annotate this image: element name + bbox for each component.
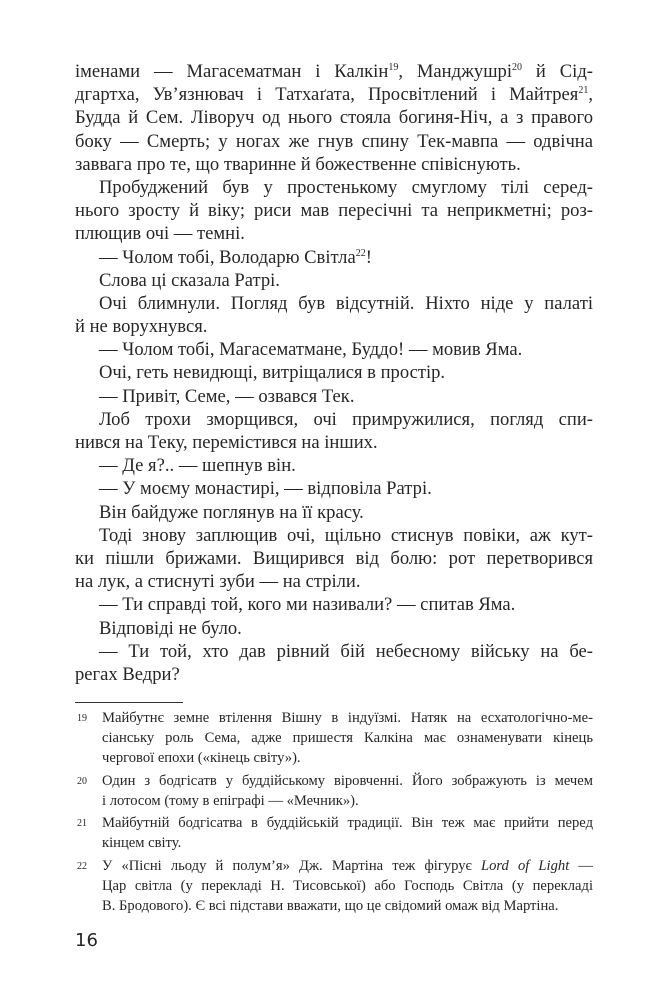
text-segment: кінцем світу. <box>102 835 182 851</box>
text-line <box>75 130 593 153</box>
text-segment: боку — Смерть; у ногах же гнув спину Тек-мавпа — одвічна <box>75 130 593 152</box>
text-segment: Будда й Сем. Ліворуч од нього стояла богиня-Ніч, а з правого <box>75 107 593 129</box>
footnote-separator <box>75 702 183 703</box>
text-segment: чергової епохи («кінець світу»). <box>102 750 301 766</box>
text-segment: й Сід- <box>522 61 593 82</box>
footnote-number: 19 <box>77 713 87 724</box>
text-segment: Він байдуже поглянув на її красу. <box>99 501 364 523</box>
paragraph <box>75 593 593 616</box>
text-line <box>75 385 593 408</box>
text-segment: — Чолом тобі, Володарю Світла <box>99 246 356 268</box>
text-line <box>75 153 593 176</box>
text-segment: Один з бодгісатв у буддійському віровченні. Його зображують із мечем <box>102 772 593 789</box>
text-line <box>75 477 593 500</box>
text-line <box>75 176 593 199</box>
footnote-ref: 21 <box>578 85 589 96</box>
paragraph <box>75 477 593 500</box>
text-segment: Майбутній бодгісатва в буддійській традиції. Він теж має прийти перед <box>102 815 593 831</box>
text-segment: У «Пісні льоду й полум’я» Дж. Мартіна теж фігурує <box>102 857 481 874</box>
text-segment: — Чолом тобі, Магасематмане, Буддо! — мовив Яма. <box>99 339 523 361</box>
page-number: 16 <box>75 930 98 951</box>
text-segment: регах Ведри? <box>75 663 180 685</box>
paragraph <box>75 454 593 477</box>
text-segment: — <box>569 857 593 874</box>
text-segment: Цар світла (у перекладі Н. Тисовської) або Господь Світла (у перекладі <box>102 877 593 894</box>
paragraph <box>75 361 593 384</box>
main-text <box>75 60 593 686</box>
footnote-ref: 20 <box>512 61 522 73</box>
text-line <box>75 315 593 338</box>
text-line <box>102 876 593 896</box>
text-segment: ! <box>365 246 372 268</box>
paragraph <box>75 60 593 176</box>
text-segment: , Манджушрі <box>398 61 512 82</box>
text-line <box>102 748 593 768</box>
text-line <box>102 896 593 916</box>
paragraph <box>75 408 593 454</box>
text-line <box>102 708 593 728</box>
text-line <box>75 547 593 570</box>
paragraph <box>75 524 593 594</box>
text-segment: — Ти той, хто дав рівний бій небесному війську на бе- <box>99 640 593 662</box>
text-line <box>75 246 593 269</box>
text-segment: Відповіді не було. <box>99 617 242 639</box>
paragraph <box>75 501 593 524</box>
text-segment: Майбутнє земне втілення Вішну в індуїзмі. Натяк на есхатологічно-ме- <box>102 710 593 726</box>
italic-text: Lord of Light <box>480 857 570 874</box>
text-segment: іменами — Магасематман і Калкін <box>75 61 389 82</box>
footnote-ref: 22 <box>355 247 366 259</box>
text-line <box>75 640 593 663</box>
text-segment: В. Бродового). Є всі підстави вважати, що це свідомий омаж від Мартіна. <box>102 897 559 914</box>
text-segment: плющив очі — темні. <box>75 223 245 245</box>
text-line <box>75 292 593 315</box>
text-line <box>75 663 593 686</box>
text-line <box>75 106 593 129</box>
paragraph <box>75 269 593 292</box>
text-segment: Слова ці сказала Ратрі. <box>99 269 280 291</box>
text-line <box>75 593 593 616</box>
footnote <box>75 771 593 811</box>
text-segment: й не ворухнувся. <box>75 316 208 338</box>
text-segment: Пробуджений був у простенькому смуглому тілі серед- <box>99 176 593 198</box>
text-segment: Тоді знову заплющив очі, щільно стиснув повіки, аж кут- <box>99 524 593 546</box>
paragraph <box>75 176 593 246</box>
text-line <box>75 570 593 593</box>
text-line <box>75 524 593 547</box>
text-line <box>75 83 593 106</box>
text-segment: Очі, геть невидющі, витріщалися в простір. <box>99 362 446 384</box>
paragraph <box>75 617 593 640</box>
footnote-number: 21 <box>77 818 87 829</box>
footnote <box>75 813 593 853</box>
text-line <box>75 617 593 640</box>
text-segment: — Ти справді той, кого ми називали? — спитав Яма. <box>99 594 516 616</box>
footnotes <box>75 708 593 918</box>
text-line <box>102 728 593 748</box>
text-line <box>75 431 593 454</box>
text-segment: на лук, а стиснуті зуби — на стріли. <box>75 571 361 593</box>
footnote-number: 20 <box>77 775 87 787</box>
paragraph <box>75 292 593 338</box>
text-line <box>75 199 593 222</box>
text-line <box>75 361 593 384</box>
text-line <box>75 408 593 431</box>
text-line <box>75 501 593 524</box>
footnote <box>75 708 593 768</box>
paragraph <box>75 385 593 408</box>
text-segment: — Де я?.. — шепнув він. <box>99 455 296 477</box>
text-segment: Очі блимнули. Погляд був відсутній. Ніхто ніде у палаті <box>99 292 593 314</box>
text-line <box>75 222 593 245</box>
text-segment: нився на Теку, перемістився на інших. <box>75 432 378 453</box>
text-segment: ки пішли брижами. Вищирився від болю: рот перетворився <box>75 547 593 569</box>
paragraph <box>75 640 593 686</box>
text-segment: дгартха, Ув’язнювач і Татхаґата, Просвітлений і Майтрея <box>75 84 579 106</box>
text-line <box>102 771 593 791</box>
text-segment: Лоб трохи зморщився, очі примружилися, погляд спи- <box>99 408 593 430</box>
paragraph <box>75 338 593 361</box>
text-line <box>75 454 593 477</box>
footnote-ref: 19 <box>388 61 399 73</box>
text-line <box>102 856 593 876</box>
text-segment: нього зросту й віку; риси мав пересічні та неприкметні; роз- <box>75 200 593 222</box>
footnote <box>75 856 593 916</box>
text-segment: і лотосом (тому в епіграфі — «Мечник»). <box>102 792 359 809</box>
text-line <box>75 338 593 361</box>
text-segment: — У моєму монастирі, — відповіла Ратрі. <box>99 478 432 500</box>
paragraph <box>75 246 593 269</box>
text-line <box>75 60 593 83</box>
text-line <box>102 813 593 833</box>
text-line <box>102 833 593 853</box>
text-line <box>102 791 593 811</box>
text-line <box>75 269 593 292</box>
text-segment: сіанську роль Сема, адже пришестя Калкіна має ознаменувати кінець <box>102 730 593 746</box>
text-segment: , <box>588 84 593 106</box>
footnote-number: 22 <box>77 860 87 872</box>
text-segment: — Привіт, Семе, — озвався Тек. <box>99 385 355 407</box>
text-segment: заввага про те, що тваринне й божественне співіснують. <box>75 153 521 175</box>
